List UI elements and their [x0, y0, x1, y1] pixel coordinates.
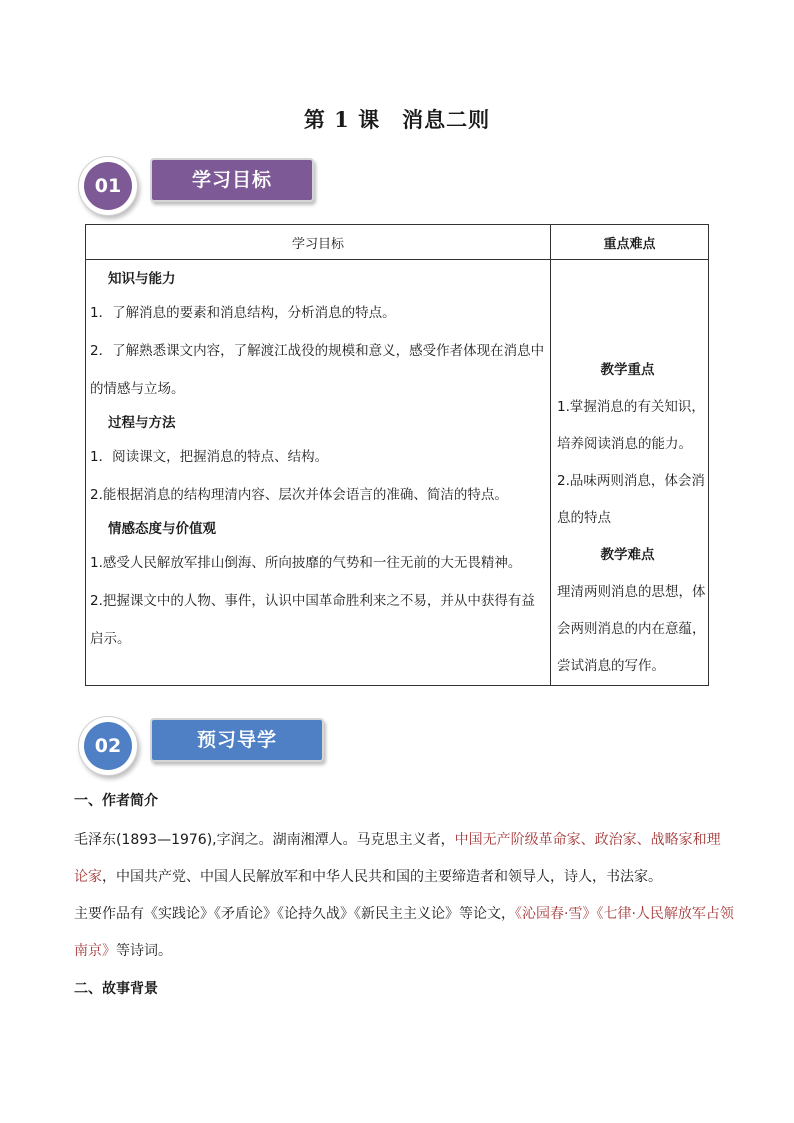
goal-item: 2．了解熟悉课文内容，了解渡江战役的规模和意义，感受作者体现在消息中的情感与立场。	[90, 343, 545, 397]
goal-item: 1．了解消息的要素和消息结构，分析消息的特点。	[90, 305, 396, 321]
difficulty-text: 理清两则消息的思想，体会两则消息的内在意蕴，尝试消息的写作。	[557, 584, 706, 674]
works-highlight: 《沁园春·雪》《七律·人民解放军占领南京》	[74, 906, 734, 959]
works-text: 主要作品有《实践论》《矛盾论》《论持久战》《新民主主义论》等论文，	[74, 906, 515, 922]
section-number: 02	[84, 722, 132, 770]
section-header-preview	[78, 716, 338, 772]
goals-column-header: 学习目标	[86, 225, 551, 260]
key-points-title: 教学重点	[600, 362, 655, 378]
key-points-column-header: 重点难点	[551, 225, 709, 260]
author-heading: 一、作者简介	[74, 793, 158, 809]
goals-cell	[86, 260, 551, 686]
section-number-badge	[78, 156, 138, 216]
goal-group-title: 知识与能力	[108, 271, 176, 287]
author-section	[74, 790, 734, 998]
goal-item: 1．阅读课文，把握消息的特点、结构。	[90, 449, 329, 465]
section-number-badge	[78, 716, 138, 776]
section-number: 01	[84, 162, 132, 210]
section-title-bar: 预习导学	[150, 718, 324, 762]
key-points-cell	[551, 260, 709, 686]
goal-item: 1.感受人民解放军排山倒海、所向披靡的气势和一往无前的大无畏精神。	[90, 555, 522, 571]
author-paragraph-2	[74, 896, 734, 970]
background-heading: 二、故事背景	[74, 981, 158, 997]
goal-item: 2.能根据消息的结构理清内容、层次并体会语言的准确、简洁的特点。	[90, 487, 508, 503]
author-highlight: 中国无产阶级革命家、政治家、战略家和理论家	[74, 832, 721, 885]
author-paragraph-1	[74, 822, 734, 896]
section-header-goals	[78, 156, 338, 212]
author-text: 毛泽东(1893—1976),字润之。湖南湘潭人。马克思主义者，	[74, 832, 455, 848]
difficulty-title: 教学难点	[600, 547, 655, 563]
page-title: 第 1 课 消息二则	[303, 107, 491, 132]
goal-group-title: 情感态度与价值观	[108, 521, 216, 537]
key-point-item: 1.掌握消息的有关知识，培养阅读消息的能力。	[557, 399, 705, 452]
goals-table	[85, 224, 709, 686]
goal-group-title: 过程与方法	[108, 415, 176, 431]
works-text: 等诗词。	[116, 943, 172, 959]
author-text: ，中国共产党、中国人民解放军和中华人民共和国的主要缔造者和领导人，诗人，书法家。	[102, 869, 662, 885]
section-title-bar: 学习目标	[150, 158, 314, 202]
goal-item: 2.把握课文中的人物、事件，认识中国革命胜利来之不易，并从中获得有益启示。	[90, 593, 535, 647]
key-point-item: 2.品味两则消息，体会消息的特点	[557, 473, 705, 526]
